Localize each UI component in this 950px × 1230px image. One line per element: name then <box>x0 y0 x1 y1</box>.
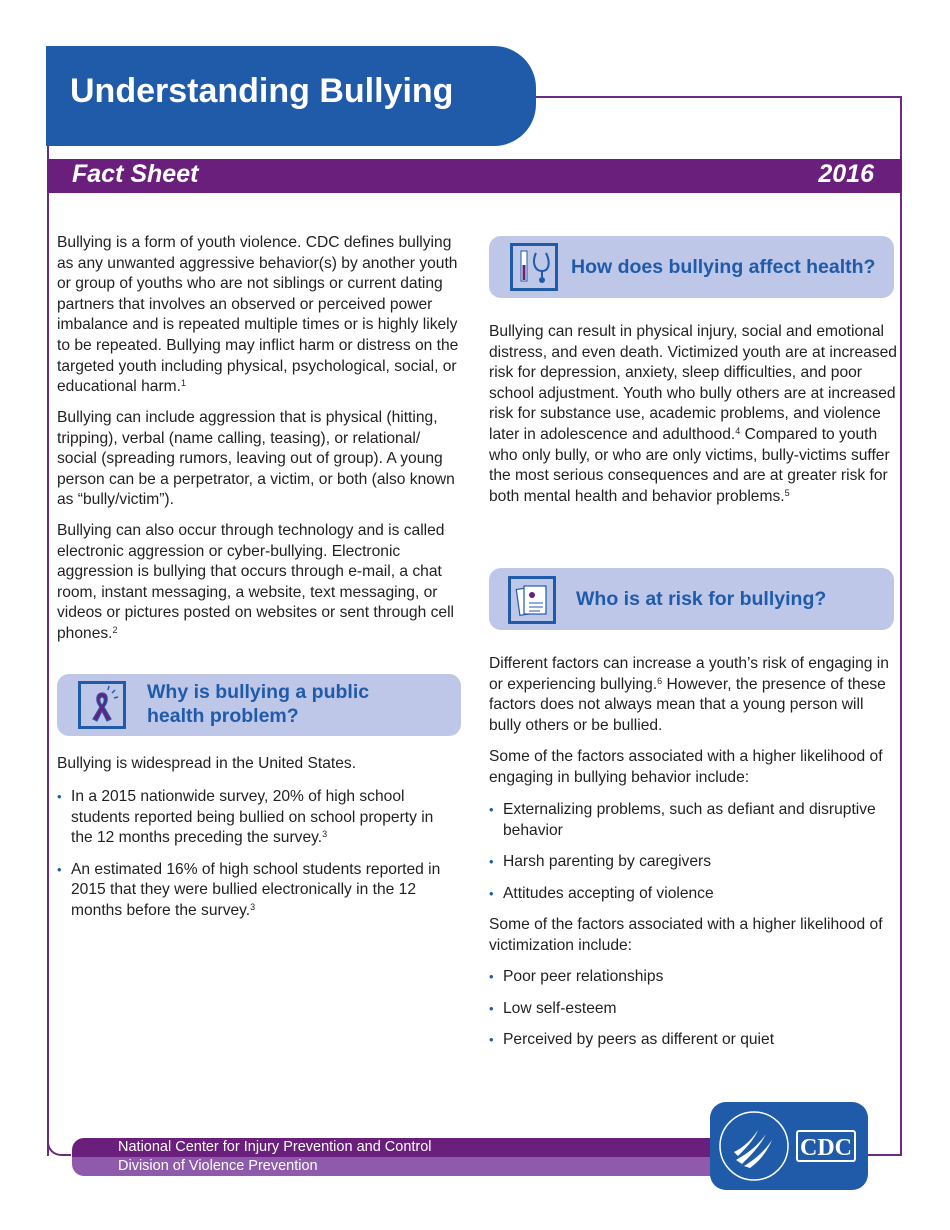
victim-list <box>489 967 894 1062</box>
list-item: • Harsh parenting by caregivers <box>489 852 894 873</box>
risk-heading: Who is at risk for bullying? <box>576 588 827 610</box>
types-paragraph: Bullying can include aggression that is physical (hitting, tripping), verbal (name calling, teasing), or relational/ social (spreading rumors, leaving out of group). A young person can be a perpetrator, a victim, or both (also known as “bully/victim”). <box>57 409 455 509</box>
list-item: • Low self-esteem <box>489 999 894 1020</box>
engage-list <box>489 800 894 915</box>
cdc-logo: CDC <box>796 1130 856 1162</box>
risk-paragraph: Different factors can increase a youth’s risk of engaging in or experiencing bullying.$^6$ However, the presence of these factors does not always mean that a young person will bully others or be bullied. <box>489 655 889 734</box>
health-paragraph: Bullying can result in physical injury, social and emotional distress, and even death. Victimized youth are at increased risk for depression, anxiety, sleep difficulties, and poor school adjustment. Youth who bully others are at increased risk for substance use, academic problems, and violence later in adolescence and adulthood.$^4$ Compared to youth who only bully, or who are only victims, bully-victims suffer the most serious consequences and are at greater risk for both mental health and behavior problems.$^5$ <box>489 323 897 505</box>
prevalence-list <box>57 787 457 933</box>
list-item: • An estimated 16% of high school students reported in 2015 that they were bullied electronically in the 12 months before the survey.$^3$ <box>57 860 457 922</box>
list-item: • In a 2015 nationwide survey, 20% of high school students reported being bullied on school property in the 12 months preceding the survey.$^3$ <box>57 787 457 849</box>
engage-intro: Some of the factors associated with a higher likelihood of engaging in bullying behavior include: <box>489 748 883 786</box>
list-item: • Perceived by peers as different or quiet <box>489 1030 894 1051</box>
footer-division-name: Division of Violence Prevention <box>118 1158 318 1174</box>
frame-line <box>866 1154 902 1156</box>
page-title: Understanding Bullying <box>70 72 454 110</box>
health-heading: How does bullying affect health? <box>571 256 876 278</box>
footer-center-name: National Center for Injury Prevention and Control <box>118 1139 432 1155</box>
cyber-paragraph: Bullying can also occur through technology and is called electronic aggression or cyber-bullying. Electronic aggression is bullying that occurs through e-mail, a chat room, instant messaging, a website, text messaging, or videos or pictures posted on websites or sent through cell phones.$^2$ <box>57 522 454 642</box>
subtitle: Fact Sheet <box>72 160 199 188</box>
public-health-heading: Why is bullying a public health problem? <box>147 681 370 727</box>
intro-paragraph: Bullying is a form of youth violence. CDC defines bullying as any unwanted aggressive behavior(s) by another youth or group of youths who are not siblings or current dating partners that involves an observed or perceived power imbalance and is repeated multiple times or is highly likely to be repeated. Bullying may inflict harm or distress on the targeted youth including physical, psychological, social, or educational harm.$^1$ <box>57 234 459 396</box>
year: 2016 <box>818 160 874 188</box>
ribbon-icon <box>78 681 126 729</box>
list-item: • Externalizing problems, such as defiant and disruptive behavior <box>489 800 894 841</box>
documents-icon <box>508 576 556 624</box>
stethoscope-icon <box>510 243 558 291</box>
hhs-seal-icon <box>716 1108 792 1184</box>
list-item: • Attitudes accepting of violence <box>489 884 894 905</box>
widespread-paragraph: Bullying is widespread in the United States. <box>57 755 357 772</box>
victim-intro: Some of the factors associated with a higher likelihood of victimization include: <box>489 916 883 954</box>
list-item: • Poor peer relationships <box>489 967 894 988</box>
